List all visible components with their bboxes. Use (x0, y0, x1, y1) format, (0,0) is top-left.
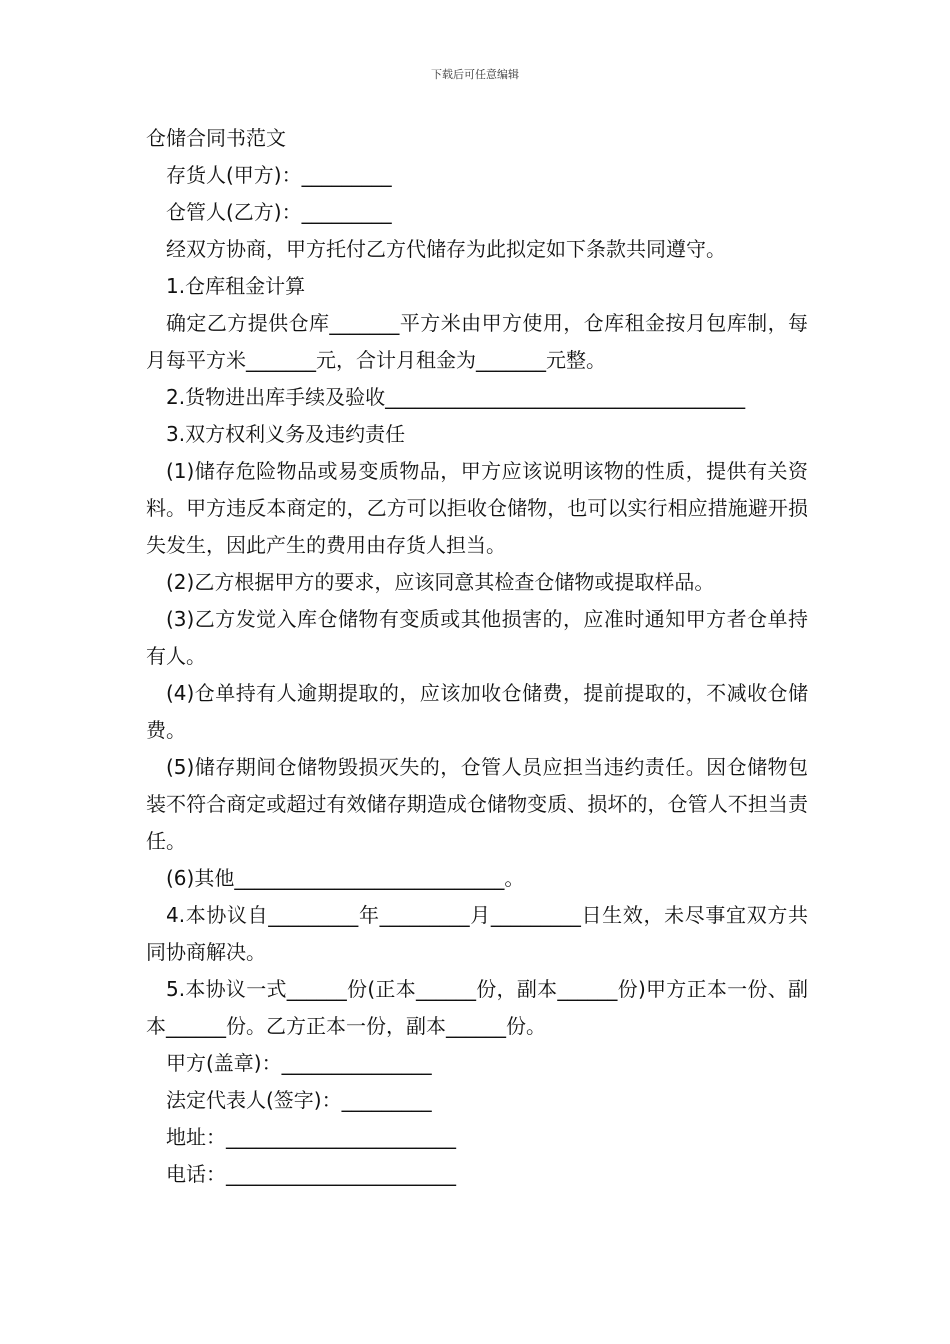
section-3-item-3: (3)乙方发觉入库仓储物有变质或其他损害的，应准时通知甲方者仓单持有人。 (146, 607, 808, 668)
section-3-item-1: (1)储存危险物品或易变质物品，甲方应该说明该物的性质，提供有关资料。甲方违反本商定的，乙方可以拒收仓储物，也可以实行相应措施避开损失发生，因此产生的费用由存货人担当。 (146, 459, 808, 557)
section-3-heading: 3.双方权利义务及违约责任 (166, 422, 406, 446)
document-title: 仓储合同书范文 (146, 126, 286, 150)
signature-phone: 电话：_______________________ (166, 1162, 456, 1186)
section-3-item-6: (6)其他___________________________。 (166, 866, 525, 890)
section-3-item-2: (2)乙方根据甲方的要求，应该同意其检查仓储物或提取样品。 (166, 570, 715, 594)
section-1-heading: 1.仓库租金计算 (166, 274, 306, 298)
signature-legal-representative: 法定代表人(签字)：_________ (166, 1088, 432, 1112)
section-3-item-5: (5)储存期间仓储物毁损灭失的，仓管人员应担当违约责任。因仓储物包装不符合商定或超过有效储存期造成仓储物变质、损坏的，仓管人不担当责任。 (146, 755, 808, 853)
contract-document (146, 120, 808, 1193)
section-4-paragraph: 4.本协议自_________年_________月_________日生效，未尽事宜双方共同协商解决。 (146, 903, 808, 964)
depositor-line: 存货人(甲方)：_________ (166, 163, 392, 187)
section-5-paragraph: 5.本协议一式______份(正本______份，副本______份)甲方正本一份、副本______份。乙方正本一份，副本______份。 (146, 977, 808, 1038)
signature-address: 地址：_______________________ (166, 1125, 456, 1149)
intro-paragraph: 经双方协商，甲方托付乙方代储存为此拟定如下条款共同遵守。 (166, 237, 726, 261)
section-1-body: 确定乙方提供仓库_______平方米由甲方使用，仓库租金按月包库制，每月每平方米_______元，合计月租金为_______元整。 (146, 311, 808, 372)
signature-party-a: 甲方(盖章)：_______________ (166, 1051, 432, 1075)
section-2-heading: 2.货物进出库手续及验收____________________________________ (166, 385, 746, 409)
page-header-note: 下载后可任意编辑 (431, 68, 519, 81)
custodian-line: 仓管人(乙方)：_________ (166, 200, 392, 224)
section-3-item-4: (4)仓单持有人逾期提取的，应该加收仓储费，提前提取的，不减收仓储费。 (146, 681, 808, 742)
